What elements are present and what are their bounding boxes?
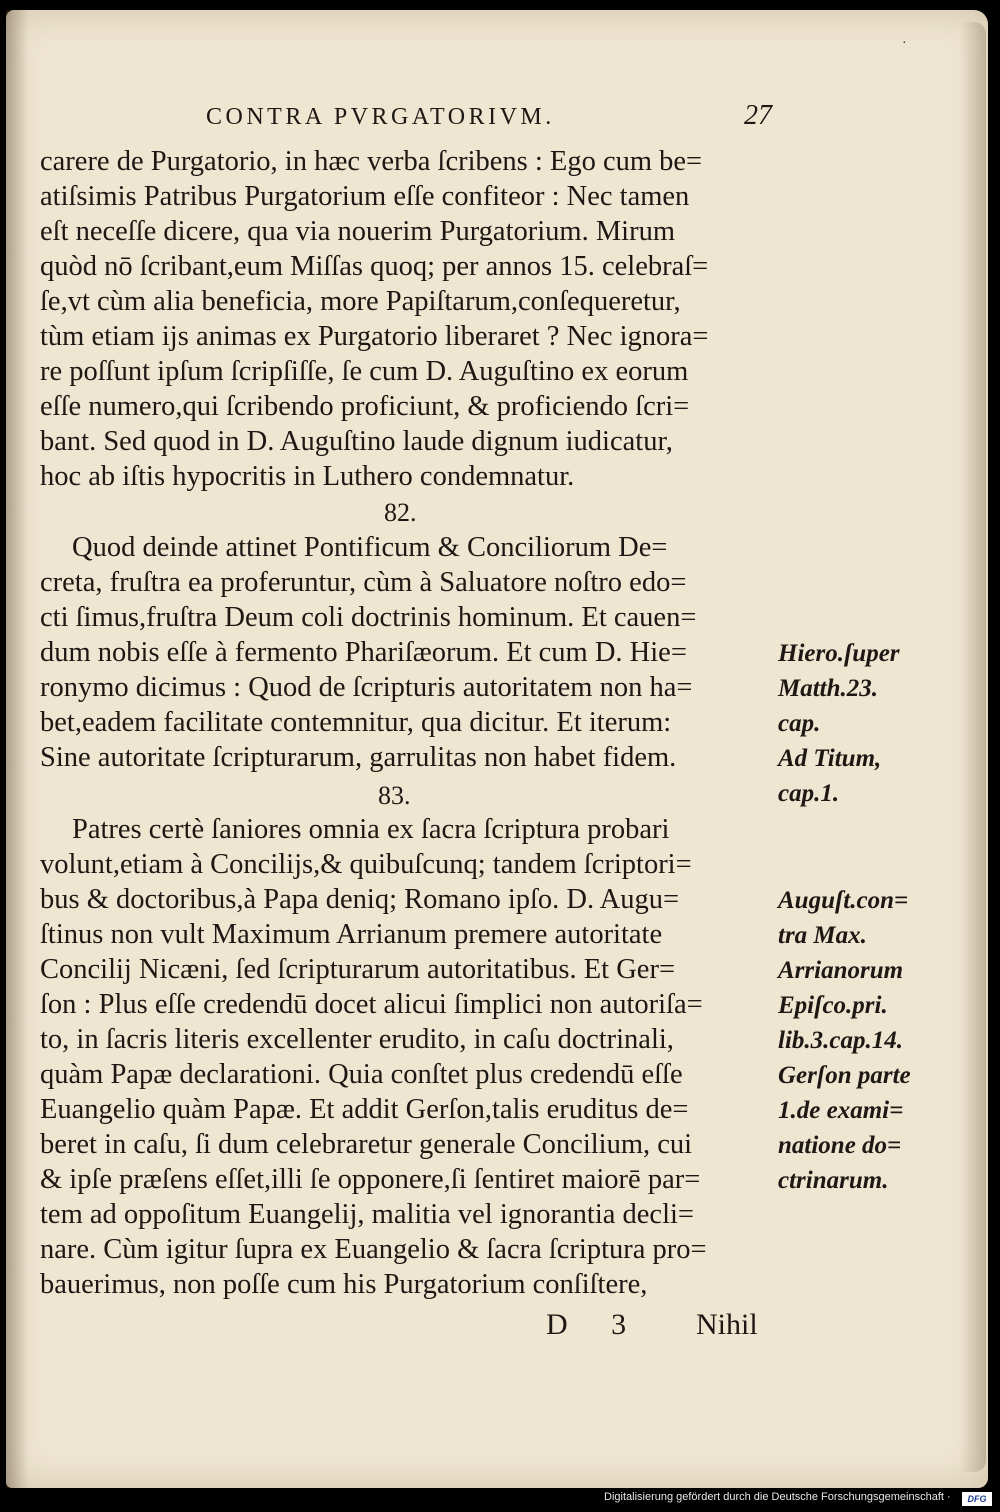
text-line: tùm etiam ijs animas ex Purgatorio liberaret ? Nec ignora= bbox=[40, 321, 709, 352]
text-line: bauerimus, non poſſe cum his Purgatorium conſiſtere, bbox=[40, 1269, 648, 1300]
running-head: CONTRA PVRGATORIVM. bbox=[206, 104, 555, 130]
page-edge-shadow bbox=[960, 22, 986, 1472]
text-line: eſſe numero,qui ſcribendo proficiunt, & proficiendo ſcri= bbox=[40, 391, 690, 422]
text-line: carere de Purgatorio, in hæc verba ſcribens : Ego cum be= bbox=[40, 146, 703, 177]
text-line: & ipſe præſens eſſet,illi ſe opponere,ſi ſentiret maiorē par= bbox=[40, 1164, 701, 1195]
text-line: Concilij Nicæni, ſed ſcripturarum autoritatibus. Et Ger= bbox=[40, 954, 676, 985]
text-line: dum nobis eſſe à fermento Phariſæorum. Et cum D. Hie= bbox=[40, 637, 687, 668]
margin-note: cap.1. bbox=[778, 780, 840, 807]
text-line: eſt neceſſe dicere, qua via nouerim Purgatorium. Mirum bbox=[40, 216, 675, 247]
text-line: bant. Sed quod in D. Auguſtino laude dignum iudicatur, bbox=[40, 426, 673, 457]
text-line: Patres certè ſaniores omnia ex ſacra ſcriptura probari bbox=[72, 814, 670, 845]
margin-note: 1.de exami= bbox=[778, 1097, 904, 1124]
margin-note: tra Max. bbox=[778, 922, 867, 949]
margin-note: lib.3.cap.14. bbox=[778, 1027, 903, 1054]
margin-note: Arrianorum bbox=[778, 957, 904, 984]
text-line: quàm Papæ declarationi. Quia conſtet plus credendū eſſe bbox=[40, 1059, 683, 1090]
text-line: ſtinus non vult Maximum Arrianum premere autoritate bbox=[40, 919, 663, 950]
margin-note: ctrinarum. bbox=[778, 1167, 889, 1194]
page-number: 27 bbox=[744, 100, 772, 131]
text-line: nare. Cùm igitur ſupra ex Euangelio & ſacra ſcriptura pro= bbox=[40, 1234, 707, 1265]
text-line: to, in ſacris literis excellenter erudito, in caſu doctrinali, bbox=[40, 1024, 674, 1055]
text-line: hoc ab iſtis hypocritis in Luthero condemnatur. bbox=[40, 461, 575, 492]
margin-note: natione do= bbox=[778, 1132, 902, 1159]
text-line: ſe,vt cùm alia beneficia, more Papiſtarum,conſequeretur, bbox=[40, 286, 681, 317]
section-number-82: 82. bbox=[384, 498, 417, 527]
margin-note: Gerſon parte bbox=[778, 1062, 911, 1089]
text-line: ronymo dicimus : Quod de ſcripturis autoritatem non ha= bbox=[40, 672, 693, 703]
gutter-shadow bbox=[6, 10, 28, 1488]
text-line: atiſsimis Patribus Purgatorium eſſe confiteor : Nec tamen bbox=[40, 181, 690, 212]
text-line: ſon : Plus eſſe credendū docet alicui ſimplici non autoriſa= bbox=[40, 989, 703, 1020]
dfg-logo-icon: DFG bbox=[962, 1492, 992, 1506]
text-line: Quod deinde attinet Pontificum & Conciliorum De= bbox=[72, 532, 668, 563]
margin-note: Auguſt.con= bbox=[778, 887, 909, 914]
margin-note: cap. bbox=[778, 710, 821, 737]
corner-mark: · bbox=[902, 36, 907, 51]
text-line: volunt,etiam à Concilijs,& quibuſcunq; tandem ſcriptori= bbox=[40, 849, 692, 880]
section-number-83: 83. bbox=[378, 781, 411, 810]
catchword: Nihil bbox=[696, 1308, 758, 1341]
text-line: tem ad oppoſitum Euangelij, malitia vel ignorantia decli= bbox=[40, 1199, 694, 1230]
digitization-credit: Digitalisierung gefördert durch die Deutsche Forschungsgemeinschaft · bbox=[604, 1491, 951, 1503]
text-line: creta, fruſtra ea proferuntur, cùm à Saluatore noſtro edo= bbox=[40, 567, 687, 598]
text-line: bus & doctoribus,à Papa deniq; Romano ipſo. D. Augu= bbox=[40, 884, 680, 915]
text-line: bet,eadem facilitate contemnitur, qua dicitur. Et iterum: bbox=[40, 707, 672, 738]
margin-note: Matth.23. bbox=[778, 675, 879, 702]
margin-note: Epiſco.pri. bbox=[778, 992, 888, 1019]
margin-note: Ad Titum, bbox=[778, 745, 882, 772]
text-line: beret in caſu, ſi dum celebraretur generale Concilium, cui bbox=[40, 1129, 693, 1160]
text-line: cti ſimus,fruſtra Deum coli doctrinis hominum. Et cauen= bbox=[40, 602, 697, 633]
text-line: quòd nō ſcribant,eum Miſſas quoq; per annos 15. celebraſ= bbox=[40, 251, 709, 282]
text-line: Euangelio quàm Papæ. Et addit Gerſon,talis eruditus de= bbox=[40, 1094, 689, 1125]
text-line: Sine autoritate ſcripturarum, garrulitas non habet fidem. bbox=[40, 742, 677, 773]
signature-mark: D 3 bbox=[546, 1308, 645, 1341]
margin-note: Hiero.ſuper bbox=[778, 640, 900, 667]
text-line: re poſſunt ipſum ſcripſiſſe, ſe cum D. Auguſtino ex eorum bbox=[40, 356, 689, 387]
